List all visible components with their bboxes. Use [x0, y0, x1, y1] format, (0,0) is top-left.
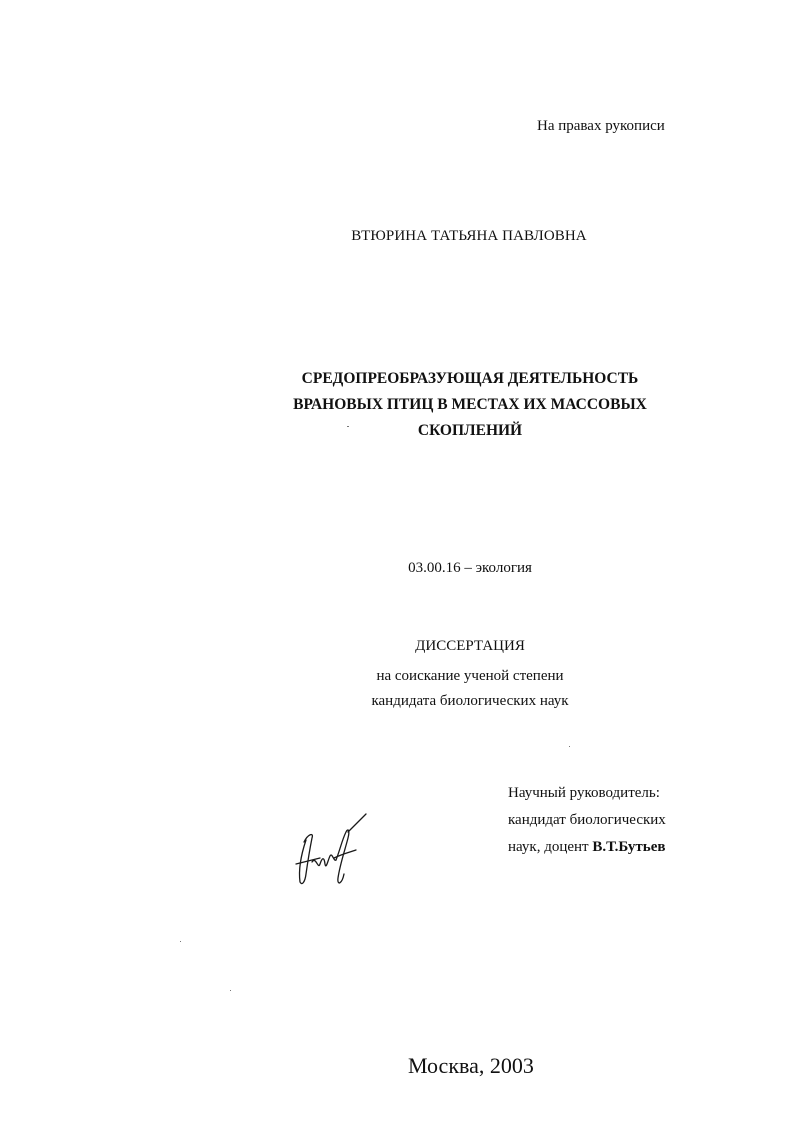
title-line-3: СКОПЛЕНИЙ [417, 422, 523, 439]
author-name: ВТЮРИНА ТАТЬЯНА ПАВЛОВНА [351, 228, 587, 244]
degree-purpose-line-2: кандидата биологических наук [371, 693, 569, 709]
dissertation-title [230, 366, 710, 444]
supervisor-label: Научный руководитель: [508, 785, 660, 801]
supervisor-title: наук, доцент [508, 839, 593, 855]
scan-speck [569, 746, 570, 747]
supervisor-name: В.Т.Бутьев [592, 839, 666, 855]
dissertation-type: ДИССЕРТАЦИЯ [415, 638, 525, 654]
degree-purpose-line-1: на соискание ученой степени [376, 668, 564, 684]
supervisor-degree: кандидат биологических [508, 812, 666, 828]
specialty-code: 03.00.16 – экология [408, 560, 532, 576]
scan-speck [230, 990, 231, 991]
title-line-1: СРЕДОПРЕОБРАЗУЮЩАЯ ДЕЯТЕЛЬНОСТЬ [301, 370, 639, 387]
city-year: Москва, 2003 [408, 1053, 534, 1078]
handwritten-signature [290, 812, 370, 890]
scan-speck [347, 426, 349, 427]
scan-speck [180, 941, 181, 942]
title-line-2: ВРАНОВЫХ ПТИЦ В МЕСТАХ ИХ МАССОВЫХ [293, 396, 647, 413]
dissertation-designation [270, 637, 670, 717]
supervisor-block [508, 780, 666, 861]
rights-notice: На правах рукописи [537, 118, 665, 134]
supervisor-title-line [508, 834, 666, 861]
